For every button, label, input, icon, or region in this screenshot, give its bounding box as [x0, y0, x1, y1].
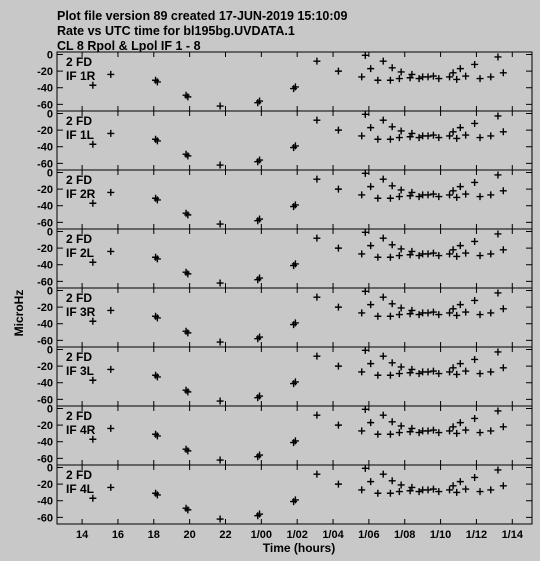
x-tick-label: 1/02 — [286, 529, 308, 541]
y-tick-label: 0 — [46, 403, 53, 416]
header-line-2: Rate vs UTC time for bl195bg.UVDATA.1 — [57, 24, 295, 38]
y-tick-label: -40 — [37, 82, 53, 95]
y-tick-label: -60 — [37, 276, 53, 289]
y-tick-label: 0 — [46, 49, 53, 62]
panel-station-label: 2 FD — [66, 350, 93, 364]
x-tick-label: 16 — [111, 529, 125, 541]
y-tick-label: -20 — [37, 302, 53, 315]
panel-if-label: IF 4R — [66, 423, 96, 437]
y-tick-label: -60 — [37, 394, 53, 407]
panel-station-label: 2 FD — [66, 55, 93, 69]
panel-station-label: 2 FD — [66, 232, 93, 246]
x-tick-label: 18 — [147, 529, 160, 541]
y-tick-label: -40 — [37, 259, 53, 272]
y-tick-label: -60 — [37, 158, 53, 171]
y-tick-label: -60 — [37, 512, 53, 525]
y-tick-label: 0 — [46, 108, 53, 121]
y-tick-label: -40 — [37, 436, 53, 449]
header-line-3: CL 8 Rpol & Lpol IF 1 - 8 — [57, 39, 201, 53]
panel-station-label: 2 FD — [66, 173, 93, 187]
y-tick-label: -20 — [37, 361, 53, 374]
y-tick-label: -40 — [37, 200, 53, 213]
y-axis-label: MicroHz — [12, 289, 26, 337]
y-tick-label: -20 — [37, 184, 53, 197]
x-tick-label: 1/12 — [465, 529, 488, 541]
x-tick-label: 1/10 — [429, 529, 452, 541]
x-tick-label: 1/00 — [250, 529, 273, 541]
x-tick-label: 20 — [183, 529, 196, 541]
panel-station-label: 2 FD — [66, 409, 93, 423]
x-tick-label: 22 — [219, 529, 232, 541]
y-tick-label: -40 — [37, 318, 53, 331]
header-line-1: Plot file version 89 created 17-JUN-2019 15:10:09 — [57, 9, 348, 23]
y-tick-label: -40 — [37, 495, 53, 508]
y-tick-label: -20 — [37, 125, 53, 138]
panel-if-label: IF 2R — [66, 187, 96, 201]
panel-if-label: IF 4L — [66, 482, 95, 496]
y-tick-label: -20 — [37, 66, 53, 79]
y-tick-label: -60 — [37, 335, 53, 348]
y-tick-label: 0 — [46, 226, 53, 239]
y-tick-label: -40 — [37, 377, 53, 390]
y-tick-label: -60 — [37, 99, 53, 112]
panel-station-label: 2 FD — [66, 468, 93, 482]
y-tick-label: -20 — [37, 420, 53, 433]
panel-station-label: 2 FD — [66, 291, 93, 305]
x-axis-label: Time (hours) — [262, 541, 336, 555]
x-tick-label: 1/08 — [394, 529, 416, 541]
panel-if-label: IF 2L — [66, 246, 95, 260]
y-tick-label: -20 — [37, 243, 53, 256]
panel-if-label: IF 3L — [66, 364, 95, 378]
panel-if-label: IF 1L — [66, 128, 95, 142]
y-tick-label: -60 — [37, 453, 53, 466]
y-tick-label: 0 — [46, 462, 53, 475]
y-tick-label: 0 — [46, 285, 53, 298]
x-tick-label: 1/14 — [501, 529, 523, 541]
y-tick-label: 0 — [46, 167, 53, 180]
y-tick-label: 0 — [46, 344, 53, 357]
y-tick-label: -40 — [37, 141, 53, 154]
y-tick-label: -60 — [37, 217, 53, 230]
x-tick-label: 14 — [75, 529, 89, 541]
panel-if-label: IF 3R — [66, 305, 96, 319]
x-tick-label: 1/06 — [358, 529, 380, 541]
panel-station-label: 2 FD — [66, 114, 93, 128]
y-tick-label: -20 — [37, 479, 53, 492]
x-tick-label: 1/04 — [322, 529, 344, 541]
panel-if-label: IF 1R — [66, 69, 96, 83]
